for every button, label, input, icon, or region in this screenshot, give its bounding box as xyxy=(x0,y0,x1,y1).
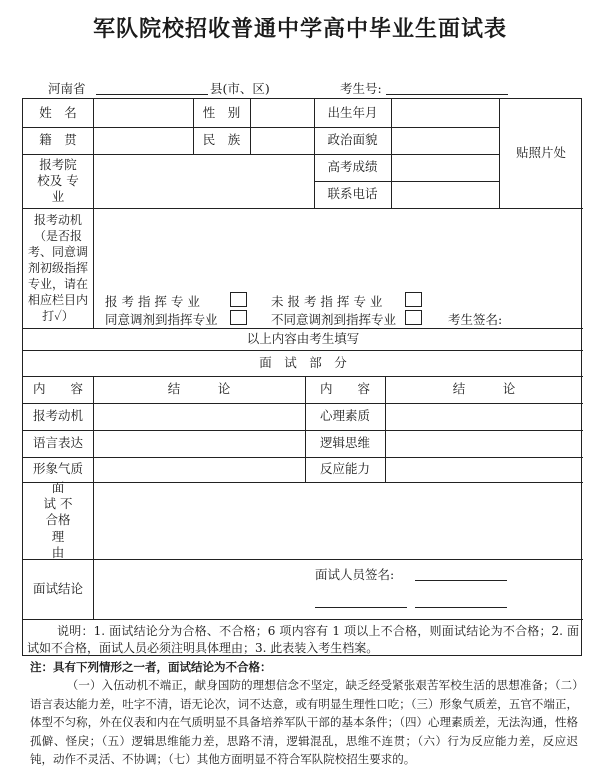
option-agree-transfer: 同意调剂到指挥专业 xyxy=(105,312,218,327)
field-gender[interactable] xyxy=(250,99,314,127)
row-image: 形象气质 xyxy=(32,461,83,477)
interviewer-sign-label: 面试人员签名: xyxy=(315,567,395,582)
label-political: 政治面貌 xyxy=(327,132,378,148)
field-ethnicity[interactable] xyxy=(250,127,314,154)
col-content-2: 内 容 xyxy=(319,381,370,397)
footer-body: （一）入伍动机不端正，献身国防的理想信念不坚定，缺乏经受紧张艰苦军校生活的思想准备；（二）语言表达能力差，吐字不清，语无论次，词不达意，或有明显生理性口吃；（三）形象气质差，五官不端正，体型不匀称，外在仪表和内在气质明显不具备培养军队干部的基本条件；（四）心理素质差，无法沟通，性格孤僻、怪戾；（五）逻辑思维能力差，思路不清，逻辑混乱，思维不连贯；（六）行为反应能力差，反应迟钝，动作不灵活、不协调；（七）其他方面明显不符合军队院校招生要求的。 xyxy=(30,678,578,767)
col-result: 结 论 xyxy=(167,381,231,397)
province-blank[interactable] xyxy=(96,94,208,95)
col-result-2: 结 论 xyxy=(452,381,516,397)
result-logic[interactable] xyxy=(385,430,583,457)
row-reaction: 反应能力 xyxy=(319,461,370,477)
photo-area: 贴照片处 xyxy=(515,145,566,161)
option-apply-command: 报 考 指 挥 专 业 xyxy=(105,294,200,309)
checkbox-disagree-transfer[interactable] xyxy=(405,310,422,325)
footer-notes xyxy=(30,658,578,768)
checkbox-apply-command[interactable] xyxy=(230,292,247,307)
col-content: 内 容 xyxy=(32,381,83,397)
explanation-note: 说明：1. 面试结论分为合格、不合格；6 项内容有 1 项以上不合格，则面试结论为不合格；2. 面试如不合格，面试人员必须注明具体理由；3. 此表装入考生档案。 xyxy=(27,624,579,655)
label-applied-school: 报考院校及 专 业 xyxy=(37,156,79,205)
county-label: 县(市、区) xyxy=(210,81,270,96)
checkbox-agree-transfer[interactable] xyxy=(230,310,247,325)
field-fail-reason[interactable] xyxy=(93,482,583,559)
field-birth[interactable] xyxy=(391,99,499,127)
header-info-line xyxy=(0,79,600,99)
interview-section-title: 面 试 部 分 xyxy=(259,354,347,370)
label-birth: 出生年月 xyxy=(327,104,378,120)
label-conclusion: 面试结论 xyxy=(32,580,83,596)
row-language: 语言表达 xyxy=(32,435,83,451)
field-gaokao-score[interactable] xyxy=(391,154,499,181)
field-phone[interactable] xyxy=(391,181,499,208)
result-reaction[interactable] xyxy=(385,457,583,482)
label-motive: 报考动机（是否报考、同意调剂初级指挥专业，请在相应栏目内打✓） xyxy=(27,213,88,323)
label-ethnicity: 民 族 xyxy=(202,132,241,148)
label-gaokao-score: 高考成绩 xyxy=(327,159,378,175)
province-label: 河南省 xyxy=(48,81,86,96)
result-psychology[interactable] xyxy=(385,403,583,430)
interviewer-sign-line-3[interactable] xyxy=(415,607,507,608)
label-fail-reason: 面 试 不合格 理 由 xyxy=(43,479,77,560)
application-form xyxy=(22,98,582,656)
option-disagree-transfer: 不同意调剂到指挥专业 xyxy=(271,312,397,327)
row-logic: 逻辑思维 xyxy=(319,435,370,451)
interviewer-sign-line-2[interactable] xyxy=(315,607,407,608)
field-applied-school[interactable] xyxy=(93,154,314,208)
result-language[interactable] xyxy=(93,430,305,457)
label-phone: 联系电话 xyxy=(327,186,378,202)
row-psychology: 心理素质 xyxy=(319,408,370,424)
page-title: 军队院校招收普通中学高中毕业生面试表 xyxy=(92,17,507,42)
candidate-sign-label: 考生签名: xyxy=(448,312,503,327)
interviewer-sign-line-1[interactable] xyxy=(415,580,507,581)
exam-no-blank[interactable] xyxy=(386,94,508,95)
result-motive[interactable] xyxy=(93,403,305,430)
field-origin[interactable] xyxy=(93,127,193,154)
result-image[interactable] xyxy=(93,457,305,482)
exam-no-label: 考生号: xyxy=(340,81,382,96)
label-origin: 籍 贯 xyxy=(39,132,77,148)
label-gender: 性 别 xyxy=(202,104,241,120)
field-political[interactable] xyxy=(391,127,499,154)
option-not-apply-command: 未 报 考 指 挥 专 业 xyxy=(271,294,383,309)
row-motive: 报考动机 xyxy=(32,408,83,424)
checkbox-not-apply-command[interactable] xyxy=(405,292,422,307)
footer-title: 注：具有下列情形之一者，面试结论为不合格： xyxy=(30,660,272,674)
label-name: 姓 名 xyxy=(39,104,77,120)
field-name[interactable] xyxy=(93,99,193,127)
filled-by-candidate-note: 以上内容由考生填写 xyxy=(246,330,360,346)
